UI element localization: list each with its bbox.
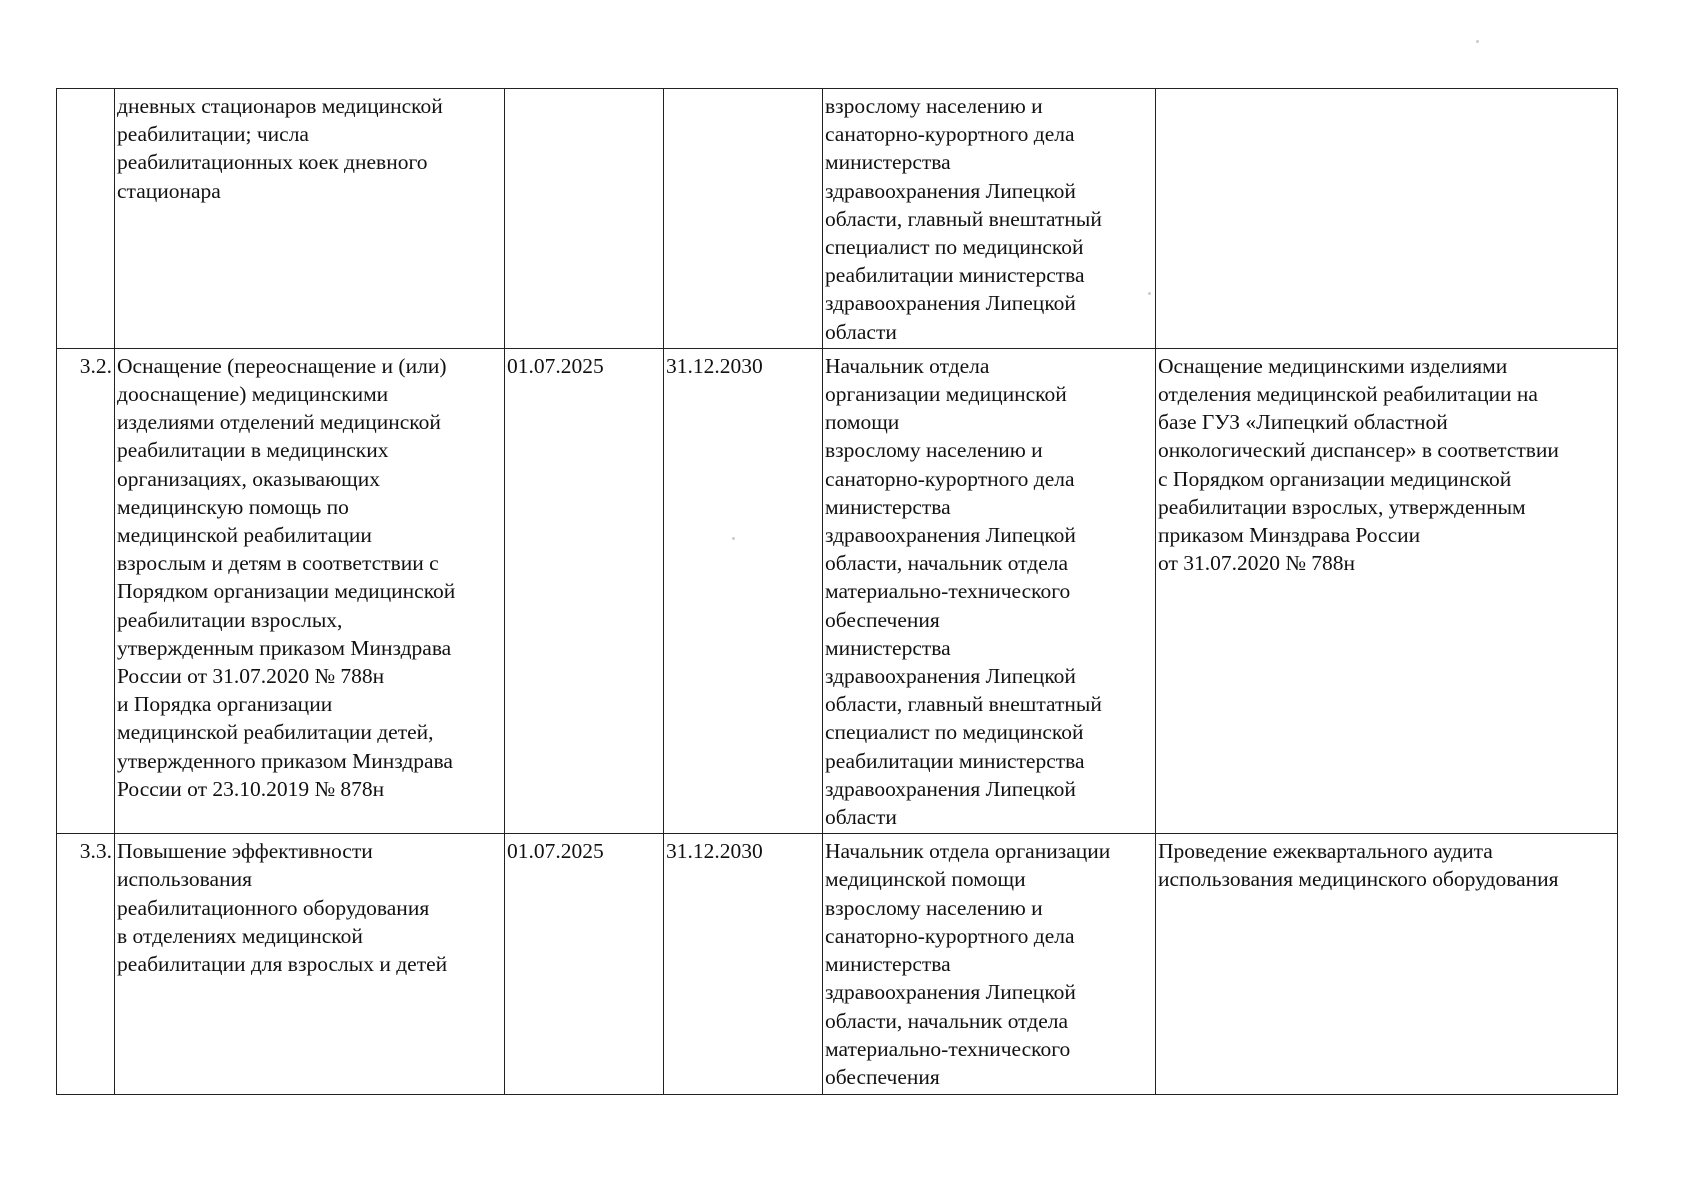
- result-cell: Оснащение медицинскими изделиями отделения медицинской реабилитации на базе ГУЗ «Липецкий областной онкологический диспансер» в соответствии с Порядком организации медицинской реабилитации взрослых, утвержденным приказом Минздрава России от 31.07.2020 № 788н: [1156, 348, 1618, 833]
- responsible-cell: Начальник отдела организации медицинской помощи взрослому населению и санаторно-курортного дела министерства здравоохранения Липецкой области, начальник отдела материально-технического обеспечения министерства здравоохранения Липецкой области, главный внештатный специалист по медицинской реабилитации министерства здравоохранения Липецкой области: [823, 348, 1156, 833]
- action-cell: дневных стационаров медицинской реабилитации; числа реабилитационных коек дневного стационара: [115, 89, 505, 349]
- table-row: [57, 348, 1618, 833]
- responsible-cell: взрослому населению и санаторно-курортного дела министерства здравоохранения Липецкой области, главный внештатный специалист по медицинской реабилитации министерства здравоохранения Липецкой области: [823, 89, 1156, 349]
- end-date-cell: [664, 89, 823, 349]
- activity-plan-table: [56, 88, 1618, 1095]
- result-cell: Проведение ежеквартального аудита использования медицинского оборудования: [1156, 834, 1618, 1095]
- action-cell: Повышение эффективности использования реабилитационного оборудования в отделениях медицинской реабилитации для взрослых и детей: [115, 834, 505, 1095]
- table-row: [57, 89, 1618, 349]
- table-row: [57, 834, 1618, 1095]
- item-number: [57, 89, 115, 349]
- scan-speck: [1476, 40, 1479, 43]
- start-date-cell: 01.07.2025: [505, 834, 664, 1095]
- start-date-cell: [505, 89, 664, 349]
- item-number: 3.3.: [57, 834, 115, 1095]
- end-date-cell: 31.12.2030: [664, 348, 823, 833]
- action-cell: Оснащение (переоснащение и (или) дооснащение) медицинскими изделиями отделений медицинской реабилитации в медицинских организациях, оказывающих медицинскую помощь по медицинской реабилитации взрослым и детям в соответствии с Порядком организации медицинской реабилитации взрослых, утвержденным приказом Минздрава России от 31.07.2020 № 788н и Порядка организации медицинской реабилитации детей, утвержденного приказом Минздрава России от 23.10.2019 № 878н: [115, 348, 505, 833]
- start-date-cell: 01.07.2025: [505, 348, 664, 833]
- item-number: 3.2.: [57, 348, 115, 833]
- result-cell: [1156, 89, 1618, 349]
- responsible-cell: Начальник отдела организации медицинской помощи взрослому населению и санаторно-курортного дела министерства здравоохранения Липецкой области, начальник отдела материально-технического обеспечения: [823, 834, 1156, 1095]
- end-date-cell: 31.12.2030: [664, 834, 823, 1095]
